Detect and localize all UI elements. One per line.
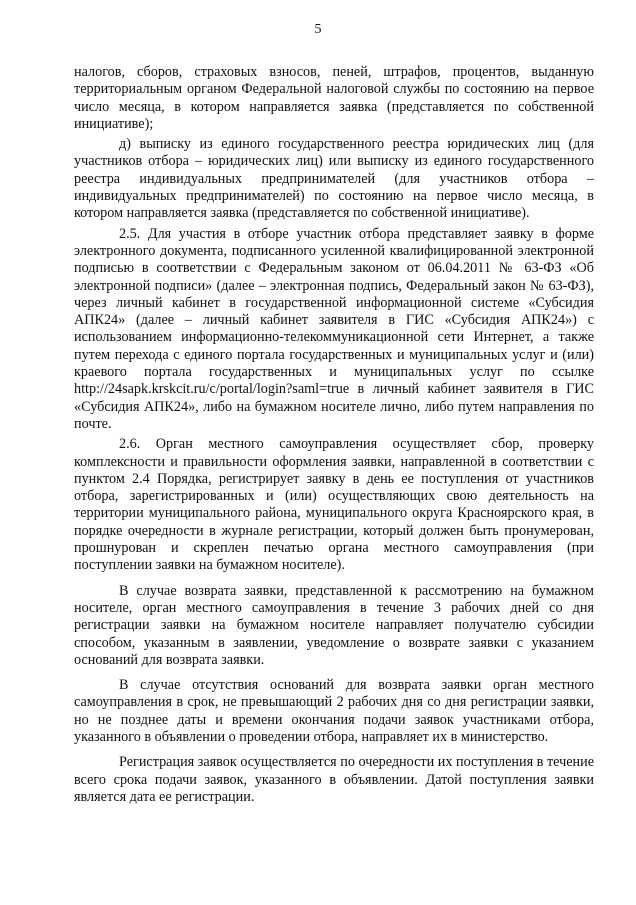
document-body: [74, 64, 594, 806]
paragraph-no-return-case: В случае отсутствия оснований для возврата заявки орган местного самоуправления в срок, не превышающий 2 рабочих дня со дня регистрации заявки, но не позднее даты и времени окончания подачи заявок участниками отбора, указанного в объявлении о проведении отбора, направляет их в министерство.: [74, 677, 594, 745]
paragraph-section-2-6: 2.6. Орган местного самоуправления осуществляет сбор, проверку комплексности и правильности оформления заявки, направленной в соответствии с пунктом 2.4 Порядка, регистрирует заявку в день ее поступления от участников отбора, зарегистрированных и (или) осуществляющих свою деятельность на территории муниципального района, муниципального округа Красноярского края, в порядке очередности в журнале регистрации, который должен быть пронумерован, прошнурован и скреплен печатью органа местного самоуправления (при поступлении заявки на бумажном носителе).: [74, 436, 594, 574]
paragraph-registry-extract: д) выписку из единого государственного реестра юридических лиц (для участников отбора – юридических лиц) или выписку из единого государственного реестра индивидуальных предпринимателей (для участников отбора – индивидуальных предпринимателей) по состоянию на первое число месяца, в котором направляется заявка (представляется по собственной инициативе).: [74, 136, 594, 222]
paragraph-registration-order: Регистрация заявок осуществляется по очередности их поступления в течение всего срока подачи заявок, указанного в объявлении. Датой поступления заявки является дата ее регистрации.: [74, 754, 594, 805]
paragraph-tax-statement: налогов, сборов, страховых взносов, пеней, штрафов, процентов, выданную территориальным органом Федеральной налоговой службы по состоянию на первое число месяца, в котором направляется заявка (представляется по собственной инициативе);: [74, 64, 594, 132]
page-number: 5: [314, 22, 322, 37]
paragraph-return-case: В случае возврата заявки, представленной к рассмотрению на бумажном носителе, орган местного самоуправления в течение 3 рабочих дней со дня регистрации заявки на бумажном носителе направляет получателю субсидии способом, указанным в заявлении, уведомление о возврате заявки с указанием оснований для возврата заявки.: [74, 582, 594, 668]
paragraph-section-2-5: 2.5. Для участия в отборе участник отбора представляет заявку в форме электронного документа, подписанного усиленной квалифицированной электронной подписью в соответствии с Федеральным законом от 06.04.2011 № 63-ФЗ «Об электронной подписи» (далее – электронная подпись, Федеральный закон № 63-ФЗ), через личный кабинет в государственной информационной системе «Субсидия АПК24» (далее – личный кабинет заявителя в ГИС «Субсидия АПК24») с использованием информационно-телекоммуникационной сети Интернет, а также путем перехода с единого портала государственных и муниципальных услуг и (или) краевого портала государственных и муниципальных услуг по ссылке http://24sapk.krskcit.ru/c/portal/login?saml=true в личный кабинет заявителя в ГИС «Субсидия АПК24», либо на бумажном носителе лично, либо путем направления по почте.: [74, 225, 594, 432]
